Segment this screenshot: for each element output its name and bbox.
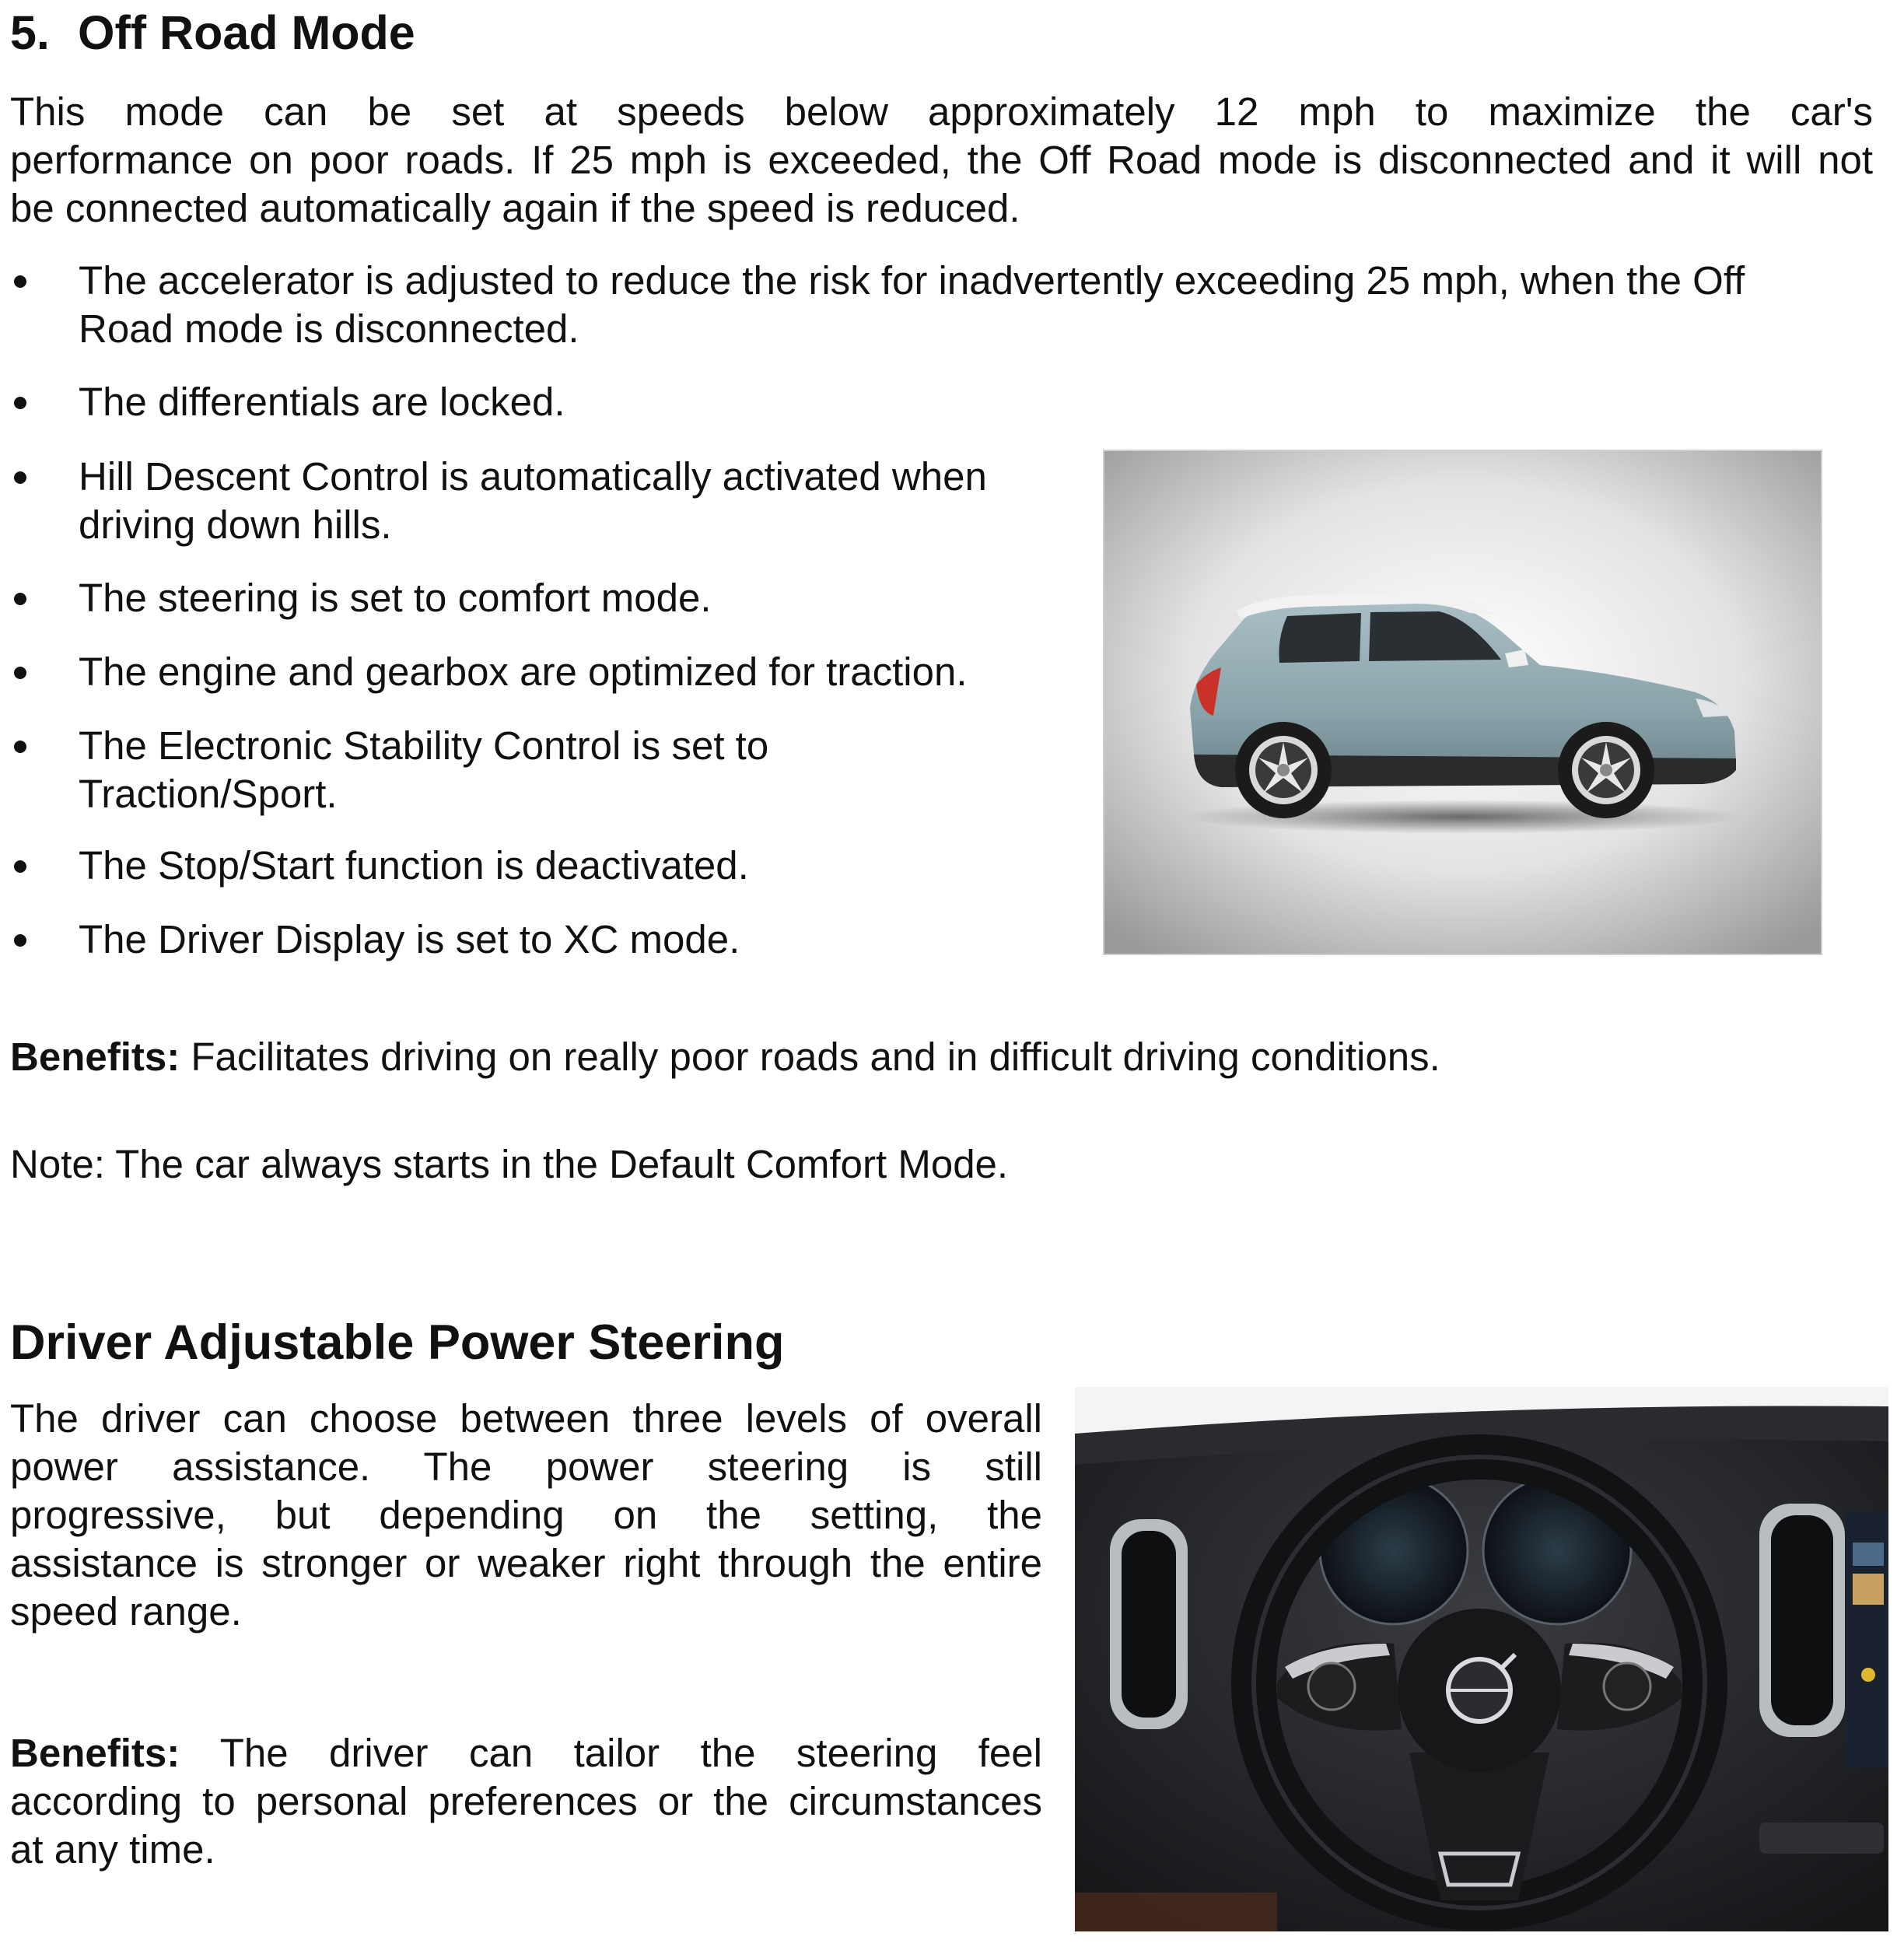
section-title-text: Off Road Mode bbox=[78, 6, 415, 59]
list-item-line: The Stop/Start function is deactivated. bbox=[79, 843, 749, 888]
paragraph-line: progressive, but depending on the setting, the bbox=[10, 1493, 1042, 1537]
benefits-label: Benefits: bbox=[10, 1731, 180, 1775]
benefits-text: Facilitates driving on really poor roads and in difficult driving conditions. bbox=[180, 1035, 1440, 1079]
intro-line: This mode can be set at speeds below approximately 12 mph to maximize the car's bbox=[10, 89, 1873, 134]
paragraph-line: assistance is stronger or weaker right through the entire bbox=[10, 1541, 1042, 1585]
paragraph-line: power assistance. The power steering is still bbox=[10, 1444, 1042, 1489]
note-text: Note: The car always starts in the Default Comfort Mode. bbox=[10, 1142, 1009, 1186]
list-item bbox=[10, 722, 768, 818]
list-item bbox=[10, 574, 712, 622]
bullet-icon bbox=[14, 934, 26, 947]
list-item-line: Road mode is disconnected. bbox=[79, 306, 579, 351]
list-item-line: The Electronic Stability Control is set to bbox=[79, 723, 769, 768]
benefits-offroad bbox=[10, 1033, 1440, 1081]
bullet-icon bbox=[14, 741, 26, 753]
paragraph-line: speed range. bbox=[10, 1589, 242, 1634]
suv-side-view-image bbox=[1104, 451, 1821, 954]
intro-line: performance on poor roads. If 25 mph is exceeded, the Off Road mode is disconnected and it will not bbox=[10, 138, 1873, 182]
steering-wheel-image bbox=[1075, 1387, 1888, 1931]
intro-line: be connected automatically again if the speed is reduced. bbox=[10, 186, 1020, 230]
bullet-icon bbox=[14, 397, 26, 409]
list-item-line: driving down hills. bbox=[79, 503, 392, 547]
paragraph-line: The driver can choose between three levels of overall bbox=[10, 1396, 1042, 1441]
list-item bbox=[10, 648, 968, 696]
section-number: 5. bbox=[10, 6, 50, 59]
benefits-text: The driver can tailor the steering feel bbox=[180, 1731, 1042, 1775]
paragraph-line: at any time. bbox=[10, 1827, 215, 1872]
list-item-line: Hill Descent Control is automatically activated when bbox=[79, 454, 987, 499]
list-item bbox=[10, 916, 740, 964]
list-item-line: Traction/Sport. bbox=[79, 772, 338, 816]
section-title-power-steering: Driver Adjustable Power Steering bbox=[10, 1315, 785, 1370]
steering-paragraph bbox=[10, 1395, 1042, 1636]
intro-paragraph bbox=[10, 88, 1873, 233]
list-item bbox=[10, 257, 1745, 353]
steering-wheel-photo bbox=[1075, 1387, 1888, 1931]
benefits-steering bbox=[10, 1729, 1042, 1874]
bullet-icon bbox=[14, 471, 26, 484]
bullet-icon bbox=[14, 275, 26, 288]
paragraph-line bbox=[10, 1729, 1042, 1777]
list-item-line: The engine and gearbox are optimized for traction. bbox=[79, 650, 968, 694]
list-item-line: The steering is set to comfort mode. bbox=[79, 576, 712, 620]
car-photo bbox=[1103, 450, 1822, 955]
bullet-icon bbox=[14, 667, 26, 679]
paragraph-line: according to personal preferences or the circumstances bbox=[10, 1779, 1042, 1823]
section-title-off-road bbox=[10, 2, 415, 64]
list-item bbox=[10, 453, 987, 549]
list-item-line: The accelerator is adjusted to reduce the risk for inadvertently exceeding 25 mph, when the Off bbox=[79, 258, 1745, 303]
bullet-icon bbox=[14, 860, 26, 873]
list-item-line: The Driver Display is set to XC mode. bbox=[79, 917, 740, 961]
bullet-icon bbox=[14, 593, 26, 605]
benefits-label: Benefits: bbox=[10, 1035, 180, 1079]
list-item bbox=[10, 378, 565, 426]
list-item-line: The differentials are locked. bbox=[79, 380, 565, 424]
list-item bbox=[10, 842, 749, 890]
